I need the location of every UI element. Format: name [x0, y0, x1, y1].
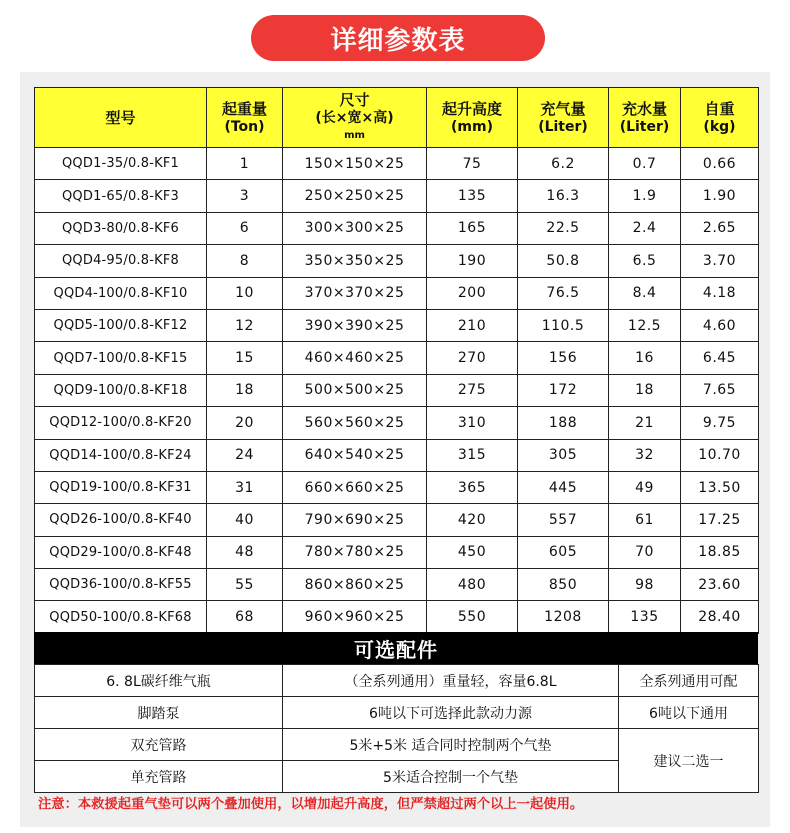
- table-row: [35, 342, 759, 374]
- cell-air-volume: 156: [518, 342, 609, 374]
- accessory-row: [35, 729, 759, 761]
- cell-capacity: 8: [207, 245, 283, 277]
- cell-weight: 7.65: [681, 374, 759, 406]
- cell-size: 790×690×25: [283, 504, 427, 536]
- cell-lift-height: 315: [427, 439, 518, 471]
- cell-air-volume: 110.5: [518, 309, 609, 341]
- cell-water-volume: 98: [609, 569, 681, 601]
- cell-weight: 4.18: [681, 277, 759, 309]
- cell-capacity: 55: [207, 569, 283, 601]
- cell-lift-height: 165: [427, 212, 518, 244]
- cell-water-volume: 70: [609, 536, 681, 568]
- cell-model: QQD12-100/0.8-KF20: [35, 407, 207, 439]
- table-row: [35, 536, 759, 568]
- cell-model: QQD4-95/0.8-KF8: [35, 245, 207, 277]
- cell-air-volume: 16.3: [518, 180, 609, 212]
- cell-weight: 28.40: [681, 601, 759, 633]
- cell-air-volume: 605: [518, 536, 609, 568]
- table-row: [35, 277, 759, 309]
- cell-lift-height: 480: [427, 569, 518, 601]
- cell-model: QQD26-100/0.8-KF40: [35, 504, 207, 536]
- cell-water-volume: 8.4: [609, 277, 681, 309]
- header-capacity: 起重量 (Ton): [207, 88, 283, 148]
- cell-lift-height: 550: [427, 601, 518, 633]
- cell-weight: 9.75: [681, 407, 759, 439]
- cell-model: QQD7-100/0.8-KF15: [35, 342, 207, 374]
- cell-size: 640×540×25: [283, 439, 427, 471]
- header-weight: 自重 (kg): [681, 88, 759, 148]
- cell-air-volume: 50.8: [518, 245, 609, 277]
- cell-size: 150×150×25: [283, 148, 427, 180]
- cell-model: QQD1-65/0.8-KF3: [35, 180, 207, 212]
- cell-air-volume: 557: [518, 504, 609, 536]
- cell-weight: 4.60: [681, 309, 759, 341]
- cell-water-volume: 12.5: [609, 309, 681, 341]
- header-size: 尺寸 (长×宽×高) mm: [283, 88, 427, 148]
- page-title: 详细参数表: [251, 15, 545, 61]
- cell-lift-height: 75: [427, 148, 518, 180]
- cell-water-volume: 18: [609, 374, 681, 406]
- cell-capacity: 40: [207, 504, 283, 536]
- table-row: [35, 439, 759, 471]
- table-row: [35, 245, 759, 277]
- cell-water-volume: 0.7: [609, 148, 681, 180]
- cell-air-volume: 1208: [518, 601, 609, 633]
- accessory-name: 脚踏泵: [35, 697, 283, 729]
- cell-air-volume: 6.2: [518, 148, 609, 180]
- cell-model: QQD50-100/0.8-KF68: [35, 601, 207, 633]
- cell-size: 250×250×25: [283, 180, 427, 212]
- spec-header-row: [35, 88, 759, 148]
- accessories-table: [34, 664, 759, 793]
- cell-lift-height: 365: [427, 471, 518, 503]
- accessory-remark: 6吨以下通用: [619, 697, 759, 729]
- table-row: [35, 504, 759, 536]
- cell-lift-height: 190: [427, 245, 518, 277]
- cell-capacity: 31: [207, 471, 283, 503]
- table-row: [35, 471, 759, 503]
- cell-air-volume: 305: [518, 439, 609, 471]
- table-row: [35, 309, 759, 341]
- accessory-row: [35, 665, 759, 697]
- cell-air-volume: 850: [518, 569, 609, 601]
- cell-weight: 6.45: [681, 342, 759, 374]
- cell-model: QQD14-100/0.8-KF24: [35, 439, 207, 471]
- accessory-desc: 5米适合控制一个气垫: [283, 761, 619, 793]
- cell-capacity: 3: [207, 180, 283, 212]
- cell-capacity: 15: [207, 342, 283, 374]
- cell-model: QQD4-100/0.8-KF10: [35, 277, 207, 309]
- cell-size: 560×560×25: [283, 407, 427, 439]
- header-model: 型号: [35, 88, 207, 148]
- cell-model: QQD29-100/0.8-KF48: [35, 536, 207, 568]
- cell-size: 460×460×25: [283, 342, 427, 374]
- cell-size: 960×960×25: [283, 601, 427, 633]
- cell-capacity: 68: [207, 601, 283, 633]
- table-row: [35, 407, 759, 439]
- accessory-desc: （全系列通用）重量轻，容量6.8L: [283, 665, 619, 697]
- header-lift: 起升高度 (mm): [427, 88, 518, 148]
- cell-size: 350×350×25: [283, 245, 427, 277]
- table-row: [35, 180, 759, 212]
- cell-water-volume: 49: [609, 471, 681, 503]
- cell-model: QQD5-100/0.8-KF12: [35, 309, 207, 341]
- cell-lift-height: 310: [427, 407, 518, 439]
- cell-water-volume: 61: [609, 504, 681, 536]
- cell-air-volume: 76.5: [518, 277, 609, 309]
- accessory-remark: 全系列通用可配: [619, 665, 759, 697]
- cell-weight: 13.50: [681, 471, 759, 503]
- accessory-desc: 6吨以下可选择此款动力源: [283, 697, 619, 729]
- accessory-row: [35, 697, 759, 729]
- accessory-name: 单充管路: [35, 761, 283, 793]
- cell-capacity: 10: [207, 277, 283, 309]
- cell-size: 390×390×25: [283, 309, 427, 341]
- cell-capacity: 18: [207, 374, 283, 406]
- cell-air-volume: 172: [518, 374, 609, 406]
- cell-weight: 1.90: [681, 180, 759, 212]
- cell-size: 860×860×25: [283, 569, 427, 601]
- cell-capacity: 1: [207, 148, 283, 180]
- table-row: [35, 601, 759, 633]
- cell-size: 300×300×25: [283, 212, 427, 244]
- cell-water-volume: 1.9: [609, 180, 681, 212]
- cell-weight: 10.70: [681, 439, 759, 471]
- accessories-header: 可选配件: [34, 632, 758, 664]
- cell-model: QQD1-35/0.8-KF1: [35, 148, 207, 180]
- cell-lift-height: 450: [427, 536, 518, 568]
- cell-lift-height: 420: [427, 504, 518, 536]
- cell-air-volume: 22.5: [518, 212, 609, 244]
- accessory-remark: 建议二选一: [619, 729, 759, 793]
- cell-capacity: 6: [207, 212, 283, 244]
- cell-air-volume: 188: [518, 407, 609, 439]
- cell-air-volume: 445: [518, 471, 609, 503]
- accessory-name: 双充管路: [35, 729, 283, 761]
- cell-model: QQD3-80/0.8-KF6: [35, 212, 207, 244]
- cell-size: 780×780×25: [283, 536, 427, 568]
- cell-weight: 0.66: [681, 148, 759, 180]
- cell-water-volume: 32: [609, 439, 681, 471]
- header-air: 充气量 (Liter): [518, 88, 609, 148]
- cell-weight: 23.60: [681, 569, 759, 601]
- cell-water-volume: 6.5: [609, 245, 681, 277]
- header-water: 充水量 (Liter): [609, 88, 681, 148]
- table-row: [35, 569, 759, 601]
- cell-capacity: 48: [207, 536, 283, 568]
- cell-capacity: 12: [207, 309, 283, 341]
- cell-lift-height: 210: [427, 309, 518, 341]
- cell-water-volume: 21: [609, 407, 681, 439]
- cell-capacity: 24: [207, 439, 283, 471]
- accessory-name: 6. 8L碳纤维气瓶: [35, 665, 283, 697]
- accessory-desc: 5米+5米 适合同时控制两个气垫: [283, 729, 619, 761]
- spec-table: [34, 87, 759, 634]
- cell-capacity: 20: [207, 407, 283, 439]
- table-row: [35, 374, 759, 406]
- cell-model: QQD19-100/0.8-KF31: [35, 471, 207, 503]
- cell-model: QQD36-100/0.8-KF55: [35, 569, 207, 601]
- cell-lift-height: 270: [427, 342, 518, 374]
- cell-model: QQD9-100/0.8-KF18: [35, 374, 207, 406]
- cell-weight: 18.85: [681, 536, 759, 568]
- cell-water-volume: 16: [609, 342, 681, 374]
- warning-note: 注意：本救援起重气垫可以两个叠加使用，以增加起升高度，但严禁超过两个以上一起使用。: [38, 797, 584, 812]
- cell-water-volume: 2.4: [609, 212, 681, 244]
- spec-body: [35, 148, 759, 634]
- table-row: [35, 212, 759, 244]
- cell-lift-height: 200: [427, 277, 518, 309]
- cell-lift-height: 275: [427, 374, 518, 406]
- cell-size: 660×660×25: [283, 471, 427, 503]
- cell-weight: 3.70: [681, 245, 759, 277]
- table-row: [35, 148, 759, 180]
- cell-water-volume: 135: [609, 601, 681, 633]
- cell-weight: 2.65: [681, 212, 759, 244]
- cell-lift-height: 135: [427, 180, 518, 212]
- cell-size: 370×370×25: [283, 277, 427, 309]
- cell-weight: 17.25: [681, 504, 759, 536]
- cell-size: 500×500×25: [283, 374, 427, 406]
